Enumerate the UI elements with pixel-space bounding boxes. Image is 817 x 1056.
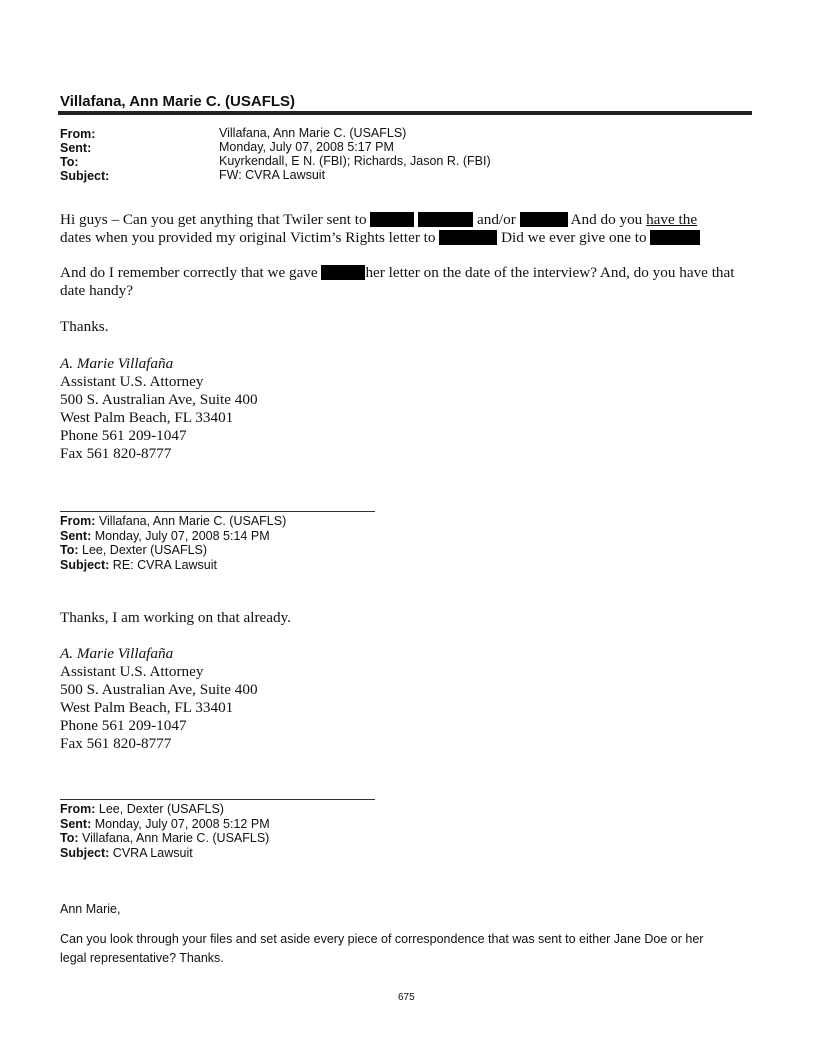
- fwd1-subject: RE: CVRA Lawsuit: [112, 557, 218, 572]
- redaction-box: [321, 265, 365, 280]
- message-paragraph-2: [60, 264, 734, 282]
- to-label: To:: [60, 155, 79, 169]
- fwd1-sent: Monday, July 07, 2008 5:14 PM: [94, 528, 270, 543]
- signature-address-2: West Palm Beach, FL 33401: [60, 699, 234, 716]
- page-number: 675: [398, 992, 415, 1003]
- title-divider: [58, 111, 752, 115]
- message-paragraph-2-cont: date handy?: [60, 282, 133, 299]
- forward-2-body-line: Can you look through your files and set aside every piece of correspondence that was sent to either Jane Doe or her: [60, 932, 704, 946]
- message-line-2: [60, 229, 700, 247]
- redaction-box: [650, 230, 700, 245]
- signature-phone: Phone 561 209-1047: [60, 717, 187, 734]
- fwd1-from-label: From:: [60, 514, 96, 528]
- fwd1-subject-label: Subject:: [60, 557, 110, 572]
- redaction-box: [370, 212, 414, 227]
- signature-name: A. Marie Villafaña: [60, 645, 174, 662]
- fwd2-sent: Monday, July 07, 2008 5:12 PM: [94, 816, 270, 831]
- sent-value: Monday, July 07, 2008 5:17 PM: [219, 140, 394, 154]
- message-thanks: Thanks.: [60, 318, 109, 335]
- fwd2-sent-label: Sent:: [60, 816, 92, 831]
- fwd1-to: Lee, Dexter (USAFLS): [82, 543, 208, 558]
- signature-address-1: 500 S. Australian Ave, Suite 400: [60, 681, 258, 698]
- to-value: Kuyrkendall, E N. (FBI); Richards, Jason R. (FBI): [219, 154, 491, 168]
- fwd1-sent-label: Sent:: [60, 528, 92, 543]
- redaction-box: [439, 230, 497, 245]
- fwd1-to-label: To:: [60, 543, 79, 558]
- forward-separator: [60, 511, 375, 512]
- fwd2-subject: CVRA Lawsuit: [112, 845, 193, 860]
- message-text: Hi guys – Can you get anything that Twiler sent to: [60, 211, 371, 228]
- fwd1-from: Villafana, Ann Marie C. (USAFLS): [98, 514, 287, 528]
- signature-address-2: West Palm Beach, FL 33401: [60, 409, 234, 426]
- message-text: have the: [646, 211, 698, 228]
- from-value: Villafana, Ann Marie C. (USAFLS): [219, 126, 407, 140]
- forward-separator: [60, 799, 375, 800]
- message-text: her letter on the date of the interview? And, do you have that: [365, 264, 735, 281]
- forward-2-body-line: legal representative? Thanks.: [60, 951, 224, 965]
- message-text: and/or: [476, 211, 520, 228]
- message-text: dates when you provided my original Victim’s Rights letter to: [60, 229, 440, 246]
- subject-value: FW: CVRA Lawsuit: [219, 168, 326, 182]
- redaction-box: [520, 212, 568, 227]
- sent-label: Sent:: [60, 141, 92, 155]
- signature-fax: Fax 561 820-8777: [60, 445, 172, 462]
- fwd2-to: Villafana, Ann Marie C. (USAFLS): [82, 831, 270, 846]
- document-title: Villafana, Ann Marie C. (USAFLS): [60, 93, 296, 110]
- fwd2-subject-label: Subject:: [60, 845, 110, 860]
- signature-fax: Fax 561 820-8777: [60, 735, 172, 752]
- forward-2-body: [60, 930, 760, 968]
- message-text: Did we ever give one to: [497, 229, 651, 246]
- fwd2-from: Lee, Dexter (USAFLS): [98, 802, 224, 816]
- signature-title: Assistant U.S. Attorney: [60, 663, 204, 680]
- fwd2-to-label: To:: [60, 831, 79, 846]
- from-label: From:: [60, 127, 96, 141]
- fwd2-from-label: From:: [60, 802, 96, 816]
- forward-2-greeting: Ann Marie,: [60, 902, 121, 916]
- signature-title: Assistant U.S. Attorney: [60, 373, 204, 390]
- forward-header-2: [60, 802, 270, 860]
- signature-block: [60, 355, 258, 463]
- signature-block-2: [60, 645, 258, 753]
- redaction-box: [418, 212, 473, 227]
- signature-address-1: 500 S. Australian Ave, Suite 400: [60, 391, 258, 408]
- forward-header-1: [60, 514, 286, 572]
- message-text: And do I remember correctly that we gave: [60, 264, 322, 281]
- subject-label: Subject:: [60, 169, 110, 183]
- signature-phone: Phone 561 209-1047: [60, 427, 187, 444]
- signature-name: A. Marie Villafaña: [60, 355, 174, 372]
- forward-1-body: Thanks, I am working on that already.: [60, 609, 291, 626]
- message-text: And do you: [567, 211, 647, 228]
- message-line-1: [60, 211, 697, 229]
